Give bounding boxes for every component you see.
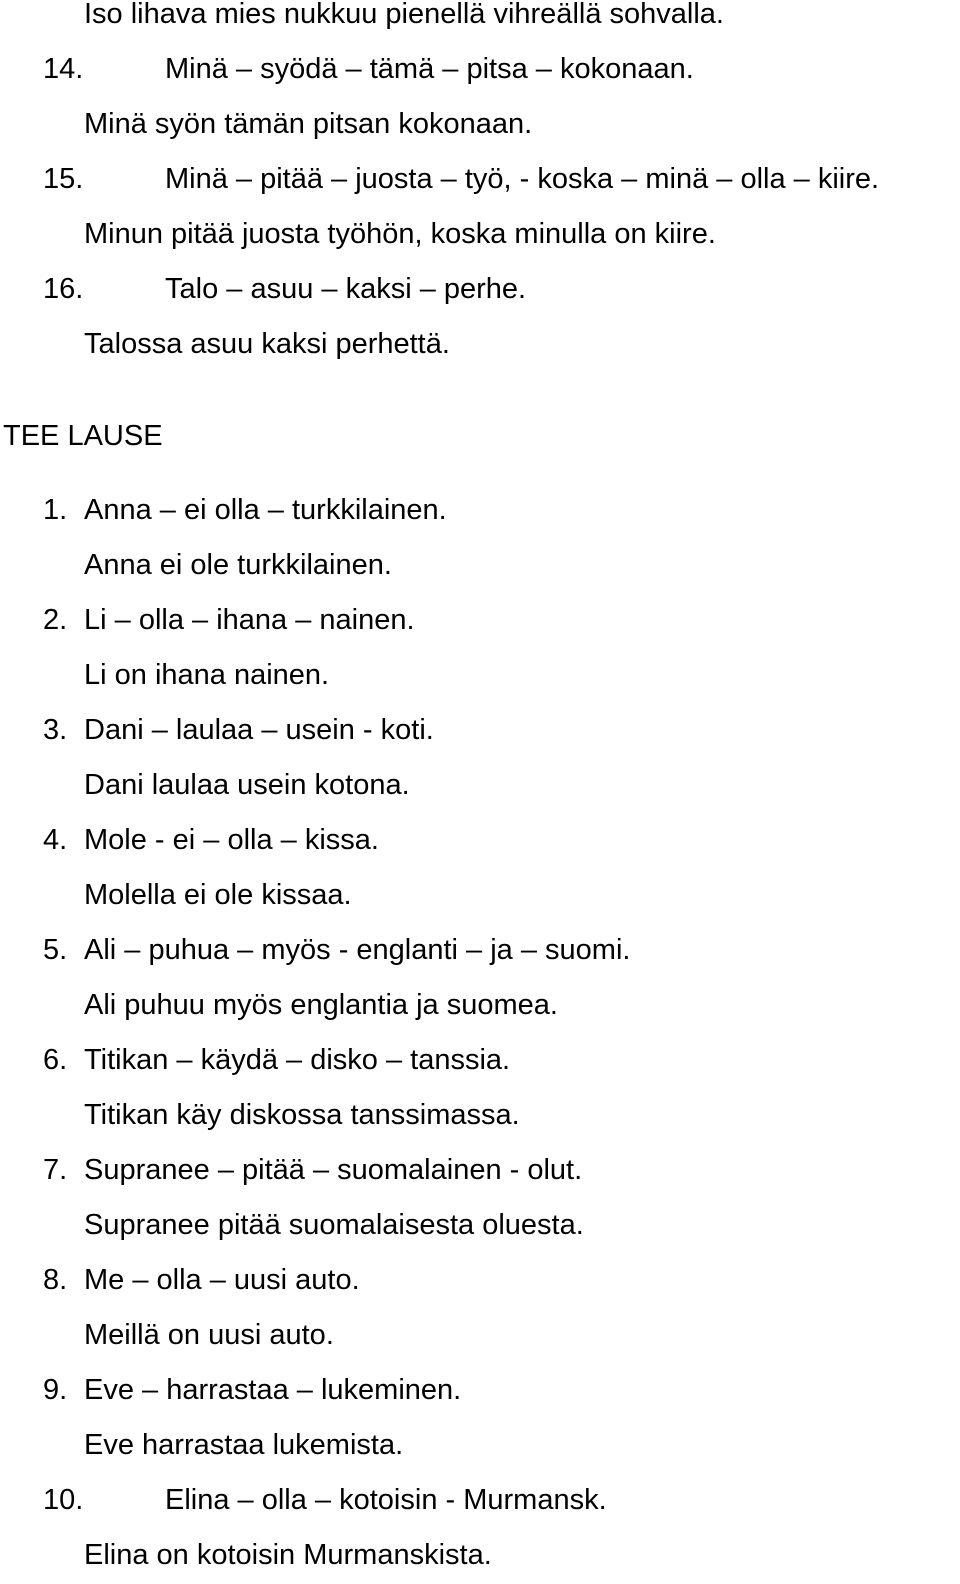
item-prompt: Mole - ei – olla – kissa.: [84, 824, 379, 856]
item-number: 9.: [43, 1374, 68, 1406]
item-number: 6.: [43, 1044, 68, 1076]
item-prompt: Eve – harrastaa – lukeminen.: [84, 1374, 462, 1406]
item-answer: Li on ihana nainen.: [84, 659, 330, 691]
item-answer: Dani laulaa usein kotona.: [84, 769, 410, 801]
item-prompt: Anna – ei olla – turkkilainen.: [84, 494, 447, 526]
item-prompt: Li – olla – ihana – nainen.: [84, 604, 415, 636]
item-number: 1.: [43, 494, 68, 526]
prompt-line-16: Talo – asuu – kaksi – perhe.: [165, 273, 527, 305]
item-answer: Anna ei ole turkkilainen.: [84, 549, 392, 581]
item-number-16: 16.: [43, 273, 84, 305]
item-number-15: 15.: [43, 163, 84, 195]
answer-line-16: Talossa asuu kaksi perhettä.: [84, 328, 450, 360]
item-number: 2.: [43, 604, 68, 636]
item-number: 7.: [43, 1154, 68, 1186]
answer-line-15: Minun pitää juosta työhön, koska minulla on kiire.: [84, 218, 716, 250]
item-number: 3.: [43, 714, 68, 746]
item-answer: Meillä on uusi auto.: [84, 1319, 334, 1351]
item-number-14: 14.: [43, 53, 84, 85]
answer-line-13: Iso lihava mies nukkuu pienellä vihreällä sohvalla.: [84, 0, 724, 30]
item-prompt: Ali – puhua – myös - englanti – ja – suomi.: [84, 934, 631, 966]
section-title: TEE LAUSE: [3, 420, 163, 452]
item-number: 5.: [43, 934, 68, 966]
item-answer: Eve harrastaa lukemista.: [84, 1429, 404, 1461]
prompt-line-15: Minä – pitää – juosta – työ, - koska – minä – olla – kiire.: [165, 163, 880, 195]
item-number: 8.: [43, 1264, 68, 1296]
answer-line-14: Minä syön tämän pitsan kokonaan.: [84, 108, 533, 140]
item-prompt: Titikan – käydä – disko – tanssia.: [84, 1044, 511, 1076]
item-number: 4.: [43, 824, 68, 856]
item-prompt: Me – olla – uusi auto.: [84, 1264, 360, 1296]
item-number: 10.: [43, 1484, 84, 1516]
prompt-line-14: Minä – syödä – tämä – pitsa – kokonaan.: [165, 53, 694, 85]
item-answer: Molella ei ole kissaa.: [84, 879, 352, 911]
item-answer: Supranee pitää suomalaisesta oluesta.: [84, 1209, 584, 1241]
item-prompt: Supranee – pitää – suomalainen - olut.: [84, 1154, 583, 1186]
item-answer: Elina on kotoisin Murmanskista.: [84, 1539, 492, 1571]
item-answer: Ali puhuu myös englantia ja suomea.: [84, 989, 558, 1021]
item-prompt: Dani – laulaa – usein - koti.: [84, 714, 434, 746]
item-answer: Titikan käy diskossa tanssimassa.: [84, 1099, 520, 1131]
item-prompt: Elina – olla – kotoisin - Murmansk.: [165, 1484, 607, 1516]
